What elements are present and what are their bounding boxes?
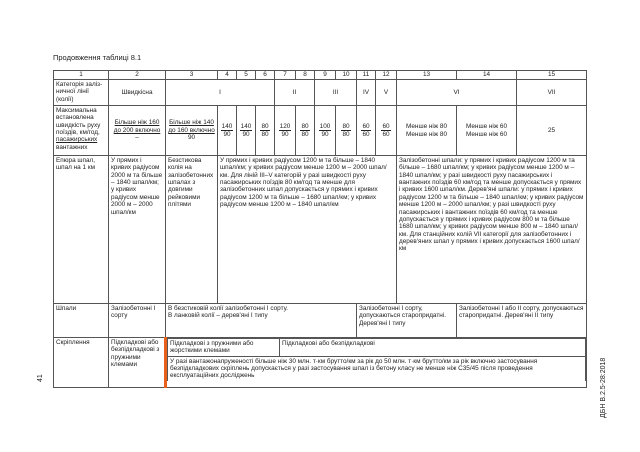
speed-label-main: Максимальна встановлена швидкість руху поїздів, км/год, <box>56 107 101 137</box>
track-parameters-table <box>53 70 587 388</box>
col-num: 9 <box>315 71 336 80</box>
col-num: 8 <box>296 71 315 80</box>
col-num: 10 <box>336 71 357 80</box>
cell <box>256 106 275 156</box>
sleepers-text-b: В ланковій колії – дерев'яні I типу <box>168 312 268 320</box>
fasteners-merged-cell <box>166 338 587 388</box>
cell <box>315 106 336 156</box>
speed-value-top: Менше ніж 80 <box>405 123 448 131</box>
cell: II <box>275 80 315 106</box>
speed-label-freight: вантажних <box>56 143 88 151</box>
speed-value-bottom: Менше ніж 60 <box>465 130 508 138</box>
speed-label-passenger: пасажирських <box>56 136 98 144</box>
col-num: 4 <box>218 71 237 80</box>
cell: Залізобетонні I сорту, допускаються старопридатні. Дерев'яні I типу <box>357 304 457 338</box>
sleepers-row <box>54 304 587 338</box>
cell <box>275 106 296 156</box>
speed-value-top: Менше ніж 60 <box>465 123 508 131</box>
col-num: 6 <box>256 71 275 80</box>
col-num: 12 <box>376 71 397 80</box>
cell: Підкладкові з пружними або жорсткими клемами <box>168 339 280 357</box>
col-num: 15 <box>517 71 587 80</box>
row-label: Епюра шпал, шпал на 1 км <box>54 156 109 304</box>
col-num: 2 <box>109 71 166 80</box>
page-number: 41 <box>37 374 44 382</box>
speed-fraction: $\frac{100}{90}$ <box>319 122 331 138</box>
cell: Швидкісна <box>109 80 166 106</box>
cell <box>457 106 517 156</box>
cell: Підкладкові або безпідкладкові з пружними клемами <box>109 338 166 388</box>
cell: VII <box>517 80 587 106</box>
col-num: 14 <box>457 71 517 80</box>
col-num: 11 <box>357 71 376 80</box>
speed-row <box>54 106 587 156</box>
speed-value-top: Більше ніж 160 до 200 включно <box>113 119 161 134</box>
row-label: Категорія заліз-ничної лінії (колії) <box>54 80 109 106</box>
column-number-row <box>54 71 587 80</box>
speed-fraction: $\frac{80}{80}$ <box>301 122 309 138</box>
speed-value-bottom: – <box>135 134 139 142</box>
col-num: 13 <box>397 71 457 80</box>
fasteners-row <box>54 338 587 388</box>
cell <box>166 106 218 156</box>
col-num: 7 <box>275 71 296 80</box>
cell <box>296 106 315 156</box>
cell <box>109 106 166 156</box>
cell <box>397 106 457 156</box>
speed-value-bottom: Менше ніж 80 <box>405 130 448 138</box>
speed-fraction: $\frac{140}{90}$ <box>221 122 233 138</box>
sleepers-text-a: В безстиковій колії залізобетонні I сорту. <box>168 305 288 312</box>
fasteners-inner-table <box>167 338 586 381</box>
speed-value-top: Більше ніж 140 до 160 включно <box>168 119 215 134</box>
cell <box>357 106 376 156</box>
cell: 25 <box>517 106 587 156</box>
cell: Залізобетонні I або II сорту, допускаються старопридатні. Дерев'яні II типу <box>457 304 587 338</box>
document-id: ДБН В.2.5-28:2018 <box>600 357 607 418</box>
cell <box>166 304 357 338</box>
cell <box>376 106 397 156</box>
speed-fraction: $\frac{80}{80}$ <box>261 122 269 138</box>
cell: Безстикова колія на залізобетонних шпалах з довгими рейковими плітями <box>166 156 218 304</box>
cell: III <box>315 80 357 106</box>
sleeper-epure-row <box>54 156 587 304</box>
fasteners-note: У разі вантажонапруженості більше ніж 30 млн. т·км брутто/км за рік до 50 млн. т·км брутто/км за рік включно застосування безпідкладкових скріплень допускається у разі застосування шпал із бетону класу не менше ніж C35/45 після проведення експлуатаційних досліджень <box>168 356 586 381</box>
col-num: 3 <box>166 71 218 80</box>
cell: IV <box>357 80 376 106</box>
cell: VI <box>397 80 517 106</box>
speed-fraction: $\frac{140}{90}$ <box>240 122 252 138</box>
cell <box>237 106 256 156</box>
cell <box>218 106 237 156</box>
cell: Підкладкові або безпідкладкові <box>280 339 586 357</box>
speed-value-bottom: 90 <box>187 134 196 142</box>
row-label: Скріплення <box>54 338 109 388</box>
cell: У прямих і кривих радіусом 2000 м та більше – 1840 шпал/км; у кривих радіусом менше 2000 м – 2000 шпал/км <box>109 156 166 304</box>
speed-fraction: $\frac{60}{60}$ <box>382 122 390 138</box>
category-row <box>54 80 587 106</box>
cell: I <box>166 80 275 106</box>
speed-fraction: $\frac{80}{80}$ <box>342 122 350 138</box>
table-caption: Продовження таблиці 8.1 <box>53 53 142 62</box>
cell: У прямих і кривих радіусом 1200 м та більше – 1840 шпал/км; у кривих радіусом менше 1200 м – 2000 шпал/км. Для ліній ІІІ–V категорій у разі швидкості руху пасажирських поїздів 80 км/год та менше для залізобетонних шпал допускається у прямих і кривих радіусом 1200 м та більше – 1680 шпал/км; у кривих радіусом менше 1200 м – 1840 шпал/км <box>218 156 397 304</box>
cell: Залізобетонні I сорту <box>109 304 166 338</box>
row-label <box>54 106 109 156</box>
cell <box>336 106 357 156</box>
speed-fraction: $\frac{120}{90}$ <box>279 122 291 138</box>
row-label: Шпали <box>54 304 109 338</box>
cell: Залізобетонні шпали: у прямих і кривих радіусом 1200 м та більше – 1680 шпал/км; у кривих радіусом менше 1200 м – 1840 шпал/км; у разі швидкості руху пасажирських і вантажних поїздів 60 км/год та менше допускається у прямих і кривих 1600 шпал/км. Дерев'яні шпали: у прямих і кривих радіусом 1200 м та більше – 1840 шпал/км; у кривих радіусом менше 1200 м – 2000 шпал/км; у разі швидкості руху пасажирських і вантажних поїздів 60 км/год та менше допускається у прямих і кривих радіусом 800 м та більше 1680 шпал/км; у кривих радіусом менше 800 м – 1840 шпал/км. Для станційних колій VII категорії для залізобетонних і дерев'яних шпал у прямих і кривих допускається 1600 шпал/км <box>397 156 587 304</box>
col-num: 5 <box>237 71 256 80</box>
cell: V <box>376 80 397 106</box>
speed-fraction: $\frac{60}{60}$ <box>362 122 370 138</box>
col-num: 1 <box>54 71 109 80</box>
